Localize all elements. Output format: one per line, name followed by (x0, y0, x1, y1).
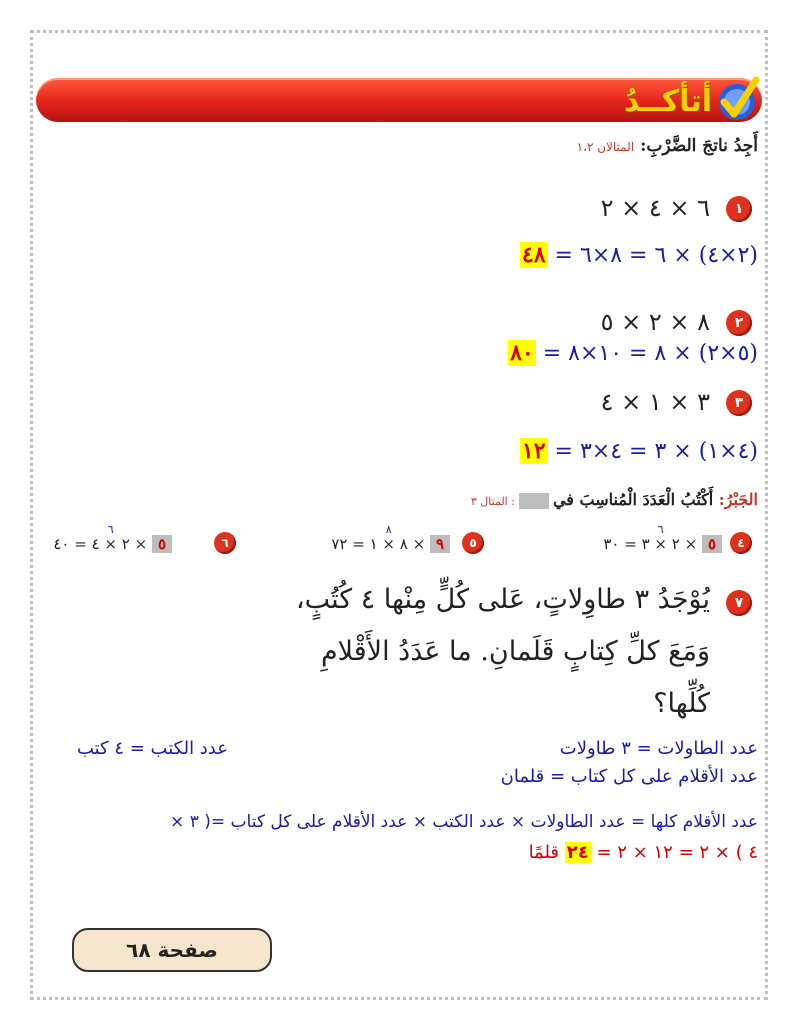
solution-formula: عدد الأقلام كلها = عدد الطاولات × عدد الكتب × عدد الأقلام على كل كتاب =( ٣ × (170, 812, 758, 832)
blank-box (519, 493, 549, 509)
solution-pens: عدد الأقلام على كل كتاب = قلمان (500, 766, 758, 787)
problem-1-answer: (٢×٤) × ٦ = ٨×٦ = ٤٨ (521, 242, 758, 268)
solution-calculation: ٤ ) × ٢ = ١٢ × ٢ = ٢٤ قلمًا (528, 842, 758, 863)
problem-3-number: ٣ (726, 390, 752, 416)
banner-title: أتأكــدُ (623, 84, 712, 119)
checkmark-icon (710, 72, 764, 126)
solution-books: عدد الكتب = ٤ كتب (76, 738, 228, 759)
word-problem-line-3: كُلِّها؟ (653, 688, 710, 719)
problem-2-number: ٢ (726, 310, 752, 336)
page-number: صفحة ٦٨ (72, 928, 272, 972)
algebra-6-number: ٦ (214, 532, 236, 554)
problem-7-number: ٧ (726, 590, 752, 616)
problem-3-expression: ٣ × ١ × ٤ (600, 388, 710, 416)
algebra-5-number: ٥ (462, 532, 484, 554)
problem-1-expression: ٦ × ٤ × ٢ (600, 194, 710, 222)
problem-3-result: ١٢ (521, 438, 546, 464)
problem-2-answer: (٥×٢) × ٨ = ١٠×٨ = ٨٠ (510, 340, 758, 366)
problem-1-number: ١ (726, 196, 752, 222)
problem-3-answer: (٤×١) × ٣ = ٤×٣ = ١٢ (521, 438, 758, 464)
instruction: أَجِدُ ناتجَ الضَّرْبِ:المثالان ١،٢ (576, 136, 758, 156)
word-problem-line-2: وَمَعَ كلِّ كِتابٍ قَلَمانِ. ما عَدَدُ الأَقْلامِ (320, 636, 710, 667)
problem-1-result: ٤٨ (521, 242, 546, 268)
problem-2-expression: ٨ × ٢ × ٥ (600, 308, 710, 336)
algebra-4-equation: ٥ × ٢ × ٦ ٣ = ٣٠ (603, 535, 722, 553)
algebra-6-equation: ٥ × ٢ × ٦ ٤ = ٤٠ (53, 535, 172, 553)
instruction-ref: المثالان ١،٢ (576, 140, 635, 154)
solution-result: ٢٤ (566, 842, 589, 863)
algebra-heading: الجَبْرُ: أَكْتُبُ الْعَدَدَ الْمُناسِبَ في: المثال ٣ (470, 490, 758, 509)
problem-2-result: ٨٠ (510, 340, 534, 366)
algebra-4-number: ٤ (730, 532, 752, 554)
algebra-5-equation: ٩ × ٨ × ٨ ١ = ٧٢ (331, 535, 450, 553)
word-problem-line-1: يُوْجَدُ ٣ طاوِلاتٍ، عَلى كُلٍّ مِنْها ٤ كُتُبٍ، (295, 584, 710, 615)
solution-tables: عدد الطاولات = ٣ طاولات (559, 738, 758, 759)
